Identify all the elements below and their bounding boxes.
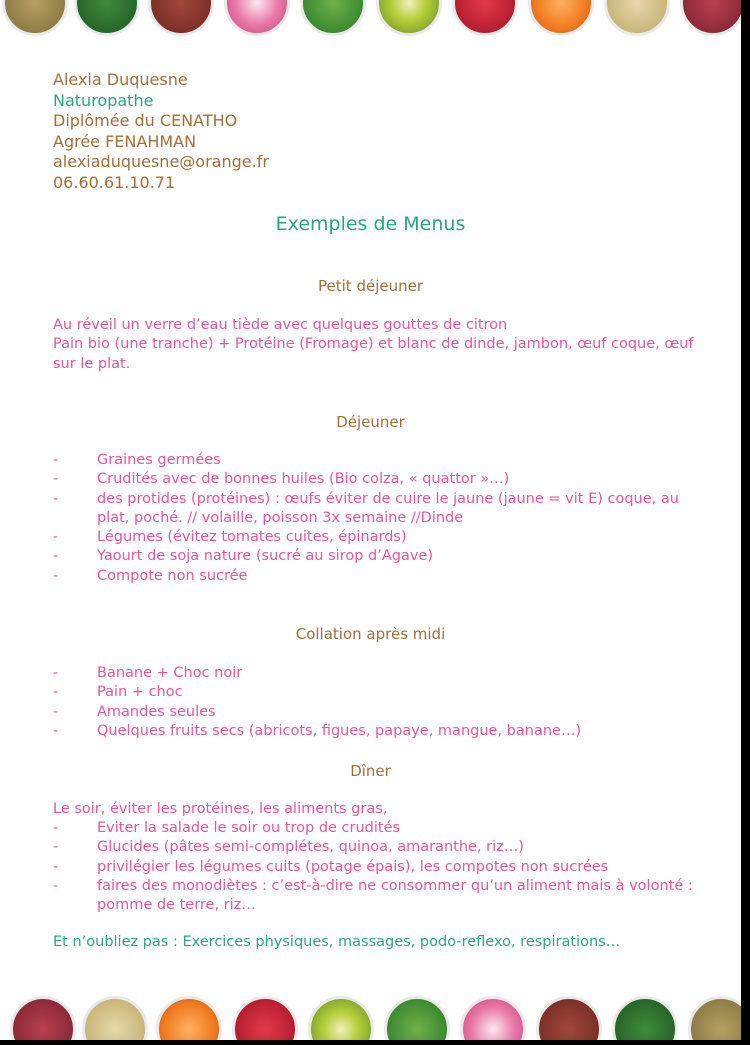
dinner-heading: Dîner — [350, 762, 391, 780]
breakfast-heading: Petit déjeuner — [318, 277, 423, 295]
page-title: Exemples de Menus — [275, 213, 466, 235]
spinach-icon — [612, 996, 678, 1040]
spinach-leaf-icon — [300, 0, 366, 36]
list-item: - Yaourt de soja nature (sucré au sirop d’Agave) — [53, 547, 713, 566]
grain-icon — [604, 0, 670, 36]
list-item: - Amandes seules — [53, 703, 713, 722]
author-phone: 06.60.61.10.71 — [53, 172, 176, 192]
spinach-icon — [74, 0, 140, 36]
bullet-dash: - — [53, 820, 59, 836]
list-item: - Crudités avec de bonnes huiles (Bio colza, « quattor »…) — [53, 470, 713, 489]
pomegranate-icon — [232, 996, 298, 1040]
author-diploma: Diplômée du CENATHO — [53, 111, 238, 131]
red-rice-icon — [10, 996, 76, 1040]
list-item: - Compote non sucrée — [53, 567, 713, 586]
footer-note: Et n’oubliez pas : Exercices physiques, massages, podo-reflexo, respirations… — [53, 934, 621, 950]
snack-heading: Collation après midi — [295, 625, 446, 643]
red-rice-icon — [680, 0, 741, 36]
top-food-border — [0, 0, 741, 60]
pumpkin-icon — [156, 996, 222, 1040]
beans-icon — [536, 996, 602, 1040]
kiwi-icon — [308, 996, 374, 1040]
list-item: - faires des monodiètes : c’est-à-dire ne consommer qu’un aliment mais à volonté : pomme de terre, riz… — [53, 877, 693, 914]
list-item: - Eviter la salade le soir ou trop de crudités — [53, 819, 713, 838]
pumpkin-icon — [528, 0, 594, 36]
bullet-dash: - — [53, 722, 59, 739]
beet-icon — [460, 996, 526, 1040]
snack-list — [53, 664, 713, 741]
breakfast-text — [53, 316, 713, 374]
author-email: alexiaduquesne@orange.fr — [53, 152, 269, 172]
bullet-dash: - — [53, 858, 59, 875]
breakfast-line-2: Pain bio (une tranche) + Protéine (Fromage) et blanc de dinde, jambon, œuf coque, œuf sur le plat. — [53, 336, 694, 372]
list-item: - Graines germées — [53, 451, 713, 470]
contact-header — [53, 70, 269, 194]
list-item: - des protides (protéines) : œufs éviter de cuire le jaune (jaune = vit E) coque, au plat, poché. // volaille, poisson 3x semaine //Dinde — [53, 490, 679, 526]
grain-icon — [82, 996, 148, 1040]
pomegranate-icon — [452, 0, 518, 36]
list-item: - Quelques fruits secs (abricots, figues, papaye, mangue, banane…) — [53, 722, 713, 741]
bullet-dash: - — [53, 877, 59, 894]
bullet-dash: - — [53, 471, 59, 488]
author-accreditation: Agrée FENAHMAN — [53, 131, 197, 151]
list-item: - privilégier les légumes cuits (potage épais), les compotes non sucrées — [53, 858, 713, 877]
bullet-dash: - — [53, 703, 59, 720]
bullet-dash: - — [53, 839, 59, 856]
beet-icon — [224, 0, 290, 36]
breakfast-line-1: Au réveil un verre d’eau tiède avec quelques gouttes de citron — [53, 317, 508, 333]
bottom-food-border — [0, 990, 741, 1040]
lentils-icon — [2, 0, 68, 36]
bullet-dash: - — [53, 684, 59, 701]
bullet-dash: - — [53, 548, 59, 565]
bullet-dash: - — [53, 665, 59, 681]
author-profession: Naturopathe — [53, 90, 154, 110]
list-item: - Banane + Choc noir — [53, 664, 713, 683]
kiwi-icon — [376, 0, 442, 36]
lentils-icon — [688, 996, 741, 1040]
spinach-leaf-icon — [384, 996, 450, 1040]
author-name: Alexia Duquesne — [53, 70, 188, 89]
list-item: - Légumes (évitez tomates cuites, épinards) — [53, 528, 713, 547]
bullet-dash: - — [53, 529, 59, 546]
bullet-dash: - — [53, 490, 59, 507]
list-item: - Glucides (pâtes semi-complétes, quinoa, amaranthe, riz…) — [53, 838, 713, 857]
list-item: - Pain + choc — [53, 683, 713, 702]
dinner-intro: Le soir, éviter les protéines, les aliments gras, — [53, 801, 388, 817]
beans-icon — [148, 0, 214, 36]
dinner-list — [53, 819, 713, 915]
bullet-dash: - — [53, 567, 59, 584]
lunch-list — [53, 451, 713, 586]
bullet-dash: - — [53, 452, 59, 468]
lunch-heading: Déjeuner — [336, 413, 405, 431]
